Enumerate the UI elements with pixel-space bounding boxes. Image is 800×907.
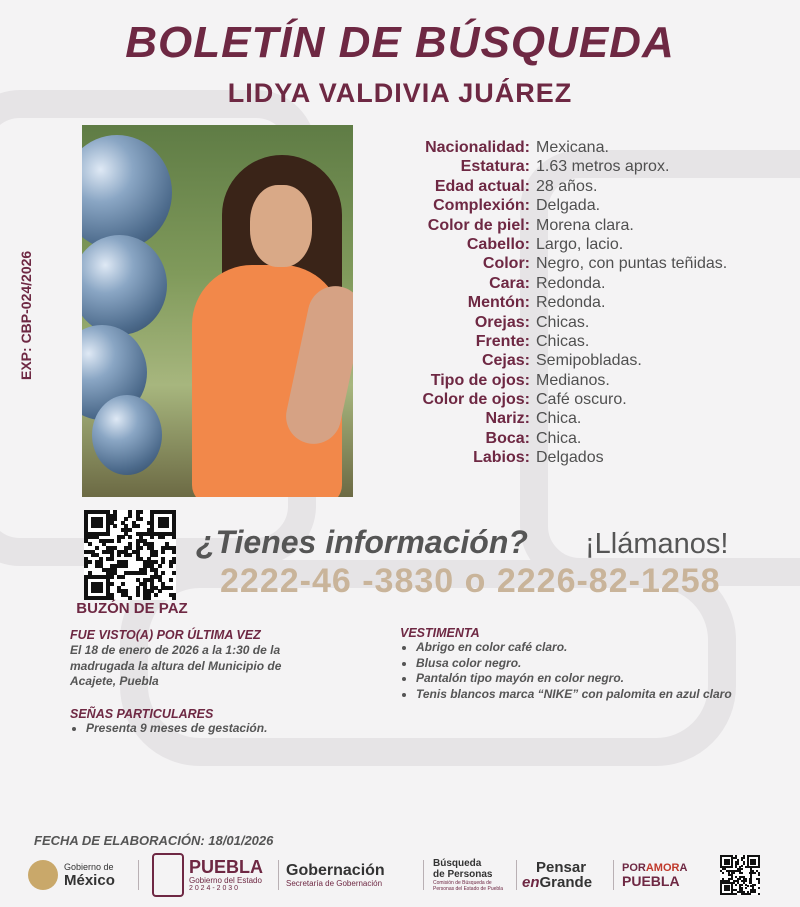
list-item: • Tenis blancos marca “NIKE” con palomita en azul claro: [416, 687, 740, 703]
feature-value: Mexicana.: [536, 139, 609, 156]
feature-row: [380, 216, 790, 235]
puebla-shield-icon: [152, 853, 184, 897]
escudo-icon: [28, 860, 58, 890]
clothing-list: [400, 640, 740, 702]
feature-row: [380, 254, 790, 273]
feature-value: Delgados: [536, 449, 604, 467]
last-seen-text: El 18 de enero de 2026 a la 1:30 de la madrugada la altura del Municipio de Acajete, Puebla: [70, 643, 282, 688]
feature-row: [380, 313, 790, 332]
feature-label: Edad actual:: [434, 177, 530, 195]
feature-label: Color de piel:: [427, 216, 530, 234]
footer-qr-code[interactable]: [720, 855, 760, 895]
feature-value: Redonda.: [536, 294, 606, 312]
feature-row: [380, 274, 790, 293]
feature-label: Color:: [482, 255, 530, 273]
feature-value: Chicas.: [536, 313, 590, 331]
feature-value: Café oscuro.: [536, 391, 627, 409]
call-label: ¡Llámanos!: [585, 528, 729, 560]
feature-label: Cara:: [489, 274, 530, 292]
marks-title: SEÑAS PARTICULARES: [70, 707, 214, 721]
marks-list: [70, 721, 370, 737]
person-photo: [82, 125, 353, 497]
feature-label: Estatura:: [460, 158, 530, 176]
feature-value: Chicas.: [536, 332, 590, 350]
feature-value: 1.63 metros aprox.: [536, 158, 670, 176]
list-item: • Pantalón tipo mayón en color negro.: [416, 671, 740, 687]
feature-row: [380, 235, 790, 254]
phone-numbers[interactable]: 2222-46 -3830 o 2226-82-1258: [220, 562, 721, 600]
features-list: [380, 138, 790, 468]
clothing-title: VESTIMENTA: [400, 626, 480, 640]
feature-label: Color de ojos:: [422, 391, 530, 409]
feature-row: [380, 332, 790, 351]
feature-label: Cejas:: [481, 352, 530, 370]
feature-label: Labios:: [473, 449, 530, 467]
feature-label: Cabello:: [466, 235, 530, 253]
person-name: LIDYA VALDIVIA JUÁREZ: [227, 78, 573, 108]
feature-row: [380, 351, 790, 370]
feature-row: [380, 196, 790, 215]
info-question: ¿Tienes información?: [196, 524, 528, 560]
feature-row: [380, 177, 790, 196]
feature-row: [380, 429, 790, 448]
buzon-label: BUZÓN DE PAZ: [76, 600, 188, 617]
feature-value: 28 años.: [536, 177, 598, 195]
list-item: • Abrigo en color café claro.: [416, 640, 740, 656]
gobernacion-logo: Gobernación Secretaría de Gobernación: [286, 862, 385, 888]
list-item: • Presenta 9 meses de gestación.: [86, 721, 370, 737]
page-title: BOLETÍN DE BÚSQUEDA: [125, 18, 675, 67]
feature-label: Boca:: [485, 429, 530, 447]
feature-row: [380, 157, 790, 176]
feature-value: Medianos.: [536, 371, 610, 389]
puebla-logo: PUEBLA Gobierno del Estado 2 0 2 4 - 2 0 3 0: [152, 852, 272, 898]
feature-label: Complexión:: [433, 197, 530, 215]
feature-value: Largo, lacio.: [536, 235, 624, 253]
feature-label: Mentón:: [467, 294, 530, 312]
feature-value: Delgada.: [536, 197, 601, 215]
feature-label: Orejas:: [474, 313, 530, 331]
feature-row: [380, 371, 790, 390]
creation-date: FECHA DE ELABORACIÓN: 18/01/2026: [34, 833, 274, 848]
feature-value: Chica.: [536, 429, 582, 447]
feature-value: Chica.: [536, 410, 582, 428]
feature-row: [380, 138, 790, 157]
footer-logos: [28, 852, 788, 898]
por-amor-puebla-logo: PORAMORA PUEBLA: [622, 862, 688, 889]
feature-label: Tipo de ojos:: [430, 371, 530, 389]
list-item: • Blusa color negro.: [416, 656, 740, 672]
feature-row: [380, 448, 790, 467]
expediente-label: EXP: CBP-024/2026: [18, 250, 34, 380]
busqueda-personas-logo: Búsqueda de Personas Comisión de Búsqueda de Personas del Estado de Puebla: [433, 858, 504, 892]
pensar-en-grande-logo: Pensar enGrande: [522, 859, 593, 891]
feature-row: [380, 390, 790, 409]
feature-value: Redonda.: [536, 274, 606, 292]
feature-value: Negro, con puntas teñidas.: [536, 255, 728, 273]
feature-row: [380, 293, 790, 312]
feature-label: Nariz:: [485, 410, 530, 428]
last-seen-title: FUE VISTO(A) POR ÚLTIMA VEZ: [70, 628, 261, 642]
feature-label: Nacionalidad:: [425, 139, 530, 156]
feature-value: Morena clara.: [536, 216, 634, 234]
feature-value: Semipobladas.: [536, 352, 642, 370]
feature-label: Frente:: [475, 332, 530, 350]
feature-row: [380, 409, 790, 428]
gobierno-mexico-logo: Gobierno de México: [28, 852, 128, 898]
buzon-qr-code[interactable]: [84, 510, 176, 600]
